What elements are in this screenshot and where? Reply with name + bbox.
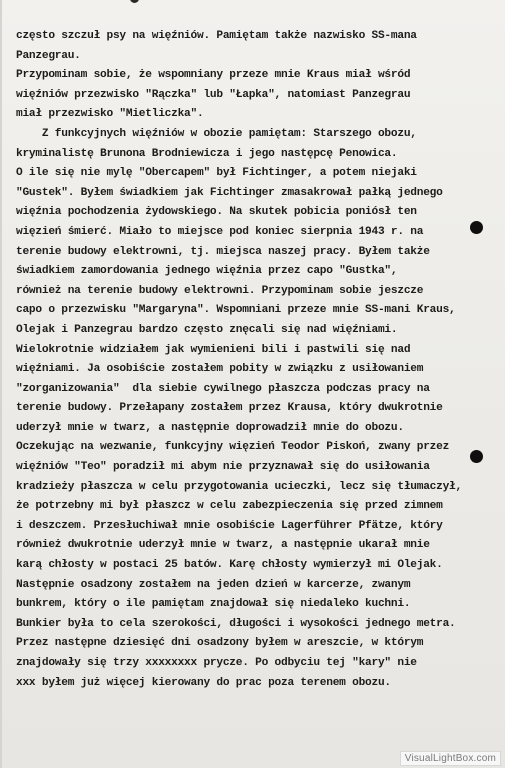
text-line: Panzegrau. — [16, 49, 81, 62]
text-line: "Gustek". Byłem świadkiem jak Fichtinger zmasakrował pałką jednego — [16, 186, 443, 199]
text-line: i deszczem. Przesłuchiwał mnie osobiście Lagerführer Pfätze, który — [16, 519, 443, 532]
binder-hole-lower — [470, 450, 483, 463]
text-line: uderzył mnie w twarz, a następnie doprowadził mnie do obozu. — [16, 421, 404, 434]
text-line: więzień śmierć. Miało to miejsce pod koniec sierpnia 1943 r. na — [16, 225, 424, 238]
text-line: karą chłosty w postaci 25 batów. Karę chłosty wymierzył mi Olejak. — [16, 559, 443, 572]
binder-hole-upper — [470, 221, 483, 234]
text-line: Z funkcyjnych więźniów w obozie pamiętam: Starszego obozu, — [16, 127, 417, 140]
text-line: Następnie osadzony zostałem na jeden dzień w karcerze, zwanym — [16, 578, 411, 591]
text-line: O ile się nie mylę "Obercapem" był Fichtinger, a potem niejaki — [16, 167, 417, 180]
text-line: więźniów "Teo" poradził mi abym nie przyznawał się do usiłowania — [16, 461, 430, 474]
text-line: miał przezwisko "Mietliczka". — [16, 108, 204, 121]
text-line: że potrzebny mi był płaszcz w celu zabezpieczenia się przed zimnem — [16, 500, 443, 513]
text-line: Przez następne dziesięć dni osadzony byłem w areszcie, w którym — [16, 637, 424, 650]
watermark: VisualLightBox.com — [400, 751, 501, 766]
text-line: kryminalistę Brunona Brodniewicza i jego następcę Penowica. — [16, 147, 398, 160]
text-line: Przypominam sobie, że wspomniany przeze mnie Kraus miał wśród — [16, 69, 411, 82]
text-line: również dwukrotnie uderzył mnie w twarz, a następnie ukarał mnie — [16, 539, 430, 552]
text-line: Wielokrotnie widziałem jak wymienieni bili i pastwili się nad — [16, 343, 411, 356]
text-line: znajdowały się trzy xxxxxxxx prycze. Po odbyciu tej "kary" nie — [16, 657, 417, 669]
text-line: Bunkier była to cela szerokości, długości i wysokości jednego metra. — [16, 617, 456, 630]
text-line: capo o przezwisku "Margaryna". Wspomniani przeze mnie SS-mani Kraus, — [16, 304, 456, 317]
text-line: kradzieży płaszcza w celu przygotowania ucieczki, lecz się tłumaczył, — [16, 480, 462, 493]
text-line: świadkiem zamordowania jednego więźnia przez capo "Gustka", — [16, 265, 398, 278]
text-line: również na terenie budowy elektrowni. Przypominam sobie jeszcze — [16, 284, 424, 297]
text-line: bunkrem, który o ile pamiętam znajdował się niedaleko kuchni. — [16, 598, 411, 611]
text-line: więźniami. Ja osobiście zostałem pobity w związku z usiłowaniem — [16, 363, 424, 376]
text-line: więźniów przezwisko "Rączka" lub "Łapka", natomiast Panzegrau — [16, 88, 411, 101]
text-line: terenie budowy. Przełapany zostałem przez Krausa, który dwukrotnie — [16, 402, 443, 415]
text-line: Olejak i Panzegrau bardzo często znęcali się nad więźniami. — [16, 323, 398, 336]
text-line: terenie budowy elektrowni, tj. miejsca naszej pracy. Byłem także — [16, 245, 430, 258]
text-line: xxx byłem już więcej kierowany do prac poza terenem obozu. — [16, 676, 391, 689]
text-line: "zorganizowania" dla siebie cywilnego płaszcza podczas pracy na — [16, 382, 430, 395]
typewritten-text — [16, 27, 492, 693]
text-line: często szczuł psy na więźniów. Pamiętam także nazwisko SS-mana — [16, 30, 417, 42]
text-line: więźnia pochodzenia żydowskiego. Na skutek pobicia poniósł ten — [16, 206, 417, 219]
text-line: Oczekując na wezwanie, funkcyjny więzień Teodor Piskoń, zwany przez — [16, 441, 450, 454]
top-punch-mark — [130, 0, 139, 3]
